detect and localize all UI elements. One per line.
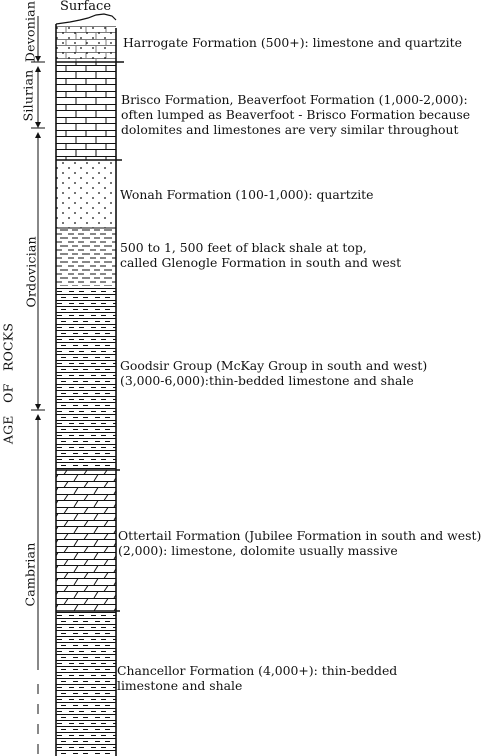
ottertail-description: Ottertail Formation (Jubilee Formation in south and west) (2,000): limestone, dolomite usually massive: [118, 528, 482, 558]
brisco-description: Brisco Formation, Beaverfoot Formation (1,000-2,000): often lumped as Beaverfoot - Brisco Formation because dolomites and limestones are very similar throughout: [121, 92, 471, 137]
surface-label: Surface: [60, 0, 112, 14]
rock-units: [56, 26, 116, 756]
wonah-unit: [56, 160, 116, 228]
chancellor-unit: [56, 611, 116, 756]
glenogle-shale-unit: [56, 228, 116, 286]
cambrian-label: Cambrian: [22, 542, 38, 607]
devonian-label: Devonian: [22, 0, 38, 63]
brisco-unit: [56, 62, 116, 160]
silurian-label: Silurian: [20, 69, 36, 122]
glenogle-description: 500 to 1, 500 feet of black shale at top, called Glenogle Formation in south and west: [120, 240, 402, 270]
chancellor-description: Chancellor Formation (4,000+): thin-bedded limestone and shale: [117, 663, 398, 693]
wonah-description: Wonah Formation (100-1,000): quartzite: [120, 187, 374, 202]
period-range-lines: [31, 16, 45, 754]
goodsir-description: Goodsir Group (McKay Group in south and west) (3,000-6,000):thin-bedded limestone and shale: [120, 358, 428, 388]
ordovician-label: Ordovician: [23, 236, 39, 308]
harrogate-limestone: [56, 26, 116, 62]
goodsir-unit: [56, 286, 116, 470]
age-of-rocks-label: AGE OF ROCKS: [0, 322, 16, 445]
ottertail-unit: [56, 470, 116, 611]
harrogate-description: Harrogate Formation (500+): limestone and quartzite: [123, 35, 462, 50]
